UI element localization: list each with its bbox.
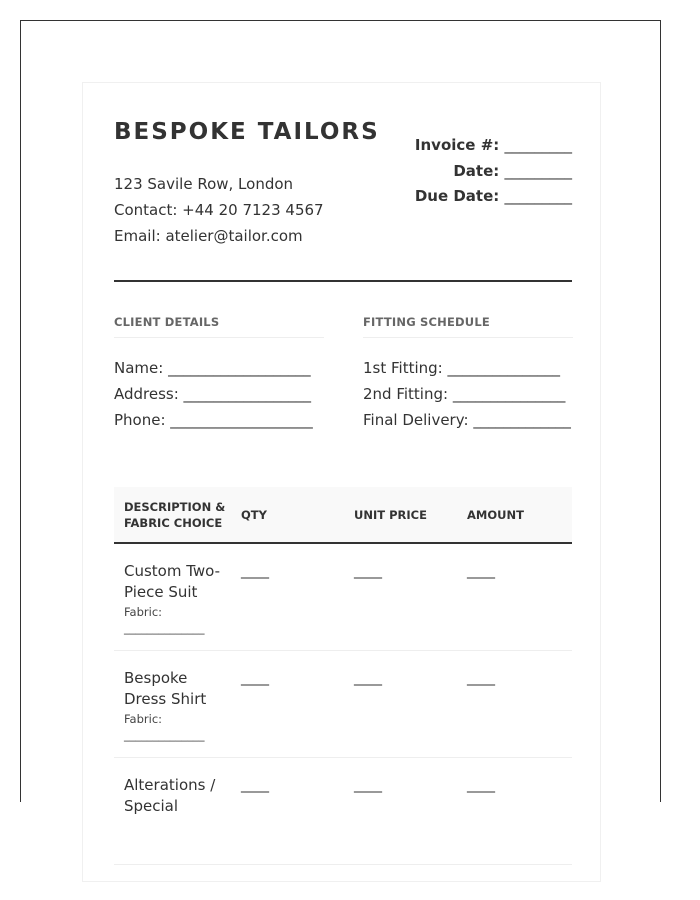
fitting-schedule-section bbox=[363, 315, 573, 433]
client-phone-field: Phone: ___________________ bbox=[114, 411, 313, 429]
row-description bbox=[124, 668, 234, 743]
item-name: Alterations / Special bbox=[124, 776, 216, 815]
invoice-date-value: _________ bbox=[504, 161, 572, 180]
header-qty: QTY bbox=[241, 508, 267, 522]
header-amount: AMOUNT bbox=[467, 508, 524, 522]
final-delivery-field: Final Delivery: _____________ bbox=[363, 411, 571, 429]
company-name: BESPOKE TAILORS bbox=[114, 119, 380, 145]
invoice-due-line bbox=[415, 184, 572, 210]
invoice-number-label: Invoice #: bbox=[414, 136, 500, 154]
client-details-section bbox=[114, 315, 324, 433]
item-qty: ____ bbox=[241, 777, 269, 793]
item-amount: ____ bbox=[467, 670, 495, 686]
table-row bbox=[114, 758, 572, 865]
invoice-number-line bbox=[415, 133, 572, 159]
client-name-field: Name: ___________________ bbox=[114, 359, 311, 377]
invoice-due-label: Due Date: bbox=[414, 187, 500, 205]
company-info bbox=[114, 171, 324, 249]
invoice-sheet bbox=[82, 82, 601, 882]
invoice-date-label: Date: bbox=[453, 161, 500, 180]
item-name: Bespoke Dress Shirt bbox=[124, 669, 207, 708]
line-items-table bbox=[114, 487, 572, 865]
table-row bbox=[114, 651, 572, 758]
item-fabric: Fabric: ______________ bbox=[124, 605, 205, 635]
table-header bbox=[114, 487, 572, 544]
client-address-field: Address: _________________ bbox=[114, 385, 312, 403]
company-contact: Contact: +44 20 7123 4567 bbox=[114, 201, 324, 219]
item-name: Custom Two-Piece Suit bbox=[124, 562, 221, 601]
item-unit-price: ____ bbox=[354, 777, 382, 793]
item-amount: ____ bbox=[467, 777, 495, 793]
item-qty: ____ bbox=[241, 670, 269, 686]
document-frame bbox=[20, 20, 661, 815]
invoice-number-value: _________ bbox=[504, 136, 572, 154]
row-description bbox=[124, 561, 234, 636]
company-address: 123 Savile Row, London bbox=[114, 175, 294, 193]
item-amount: ____ bbox=[467, 563, 495, 579]
company-email: Email: atelier@tailor.com bbox=[114, 227, 303, 245]
header-description: DESCRIPTION & FABRIC CHOICE bbox=[124, 500, 226, 530]
item-qty: ____ bbox=[241, 563, 269, 579]
invoice-due-value: _________ bbox=[504, 187, 572, 205]
invoice-date-line bbox=[415, 159, 572, 185]
table-row bbox=[114, 544, 572, 651]
header-unit-price: UNIT PRICE bbox=[354, 508, 427, 522]
header-divider bbox=[114, 280, 572, 282]
item-fabric: Fabric: ______________ bbox=[124, 712, 205, 742]
item-unit-price: ____ bbox=[354, 563, 382, 579]
client-details-title: CLIENT DETAILS bbox=[114, 315, 324, 338]
invoice-meta bbox=[415, 133, 572, 210]
fitting-schedule-title: FITTING SCHEDULE bbox=[363, 315, 573, 338]
row-description bbox=[124, 775, 234, 818]
item-unit-price: ____ bbox=[354, 670, 382, 686]
first-fitting-field: 1st Fitting: _______________ bbox=[363, 359, 560, 377]
second-fitting-field: 2nd Fitting: _______________ bbox=[363, 385, 566, 403]
